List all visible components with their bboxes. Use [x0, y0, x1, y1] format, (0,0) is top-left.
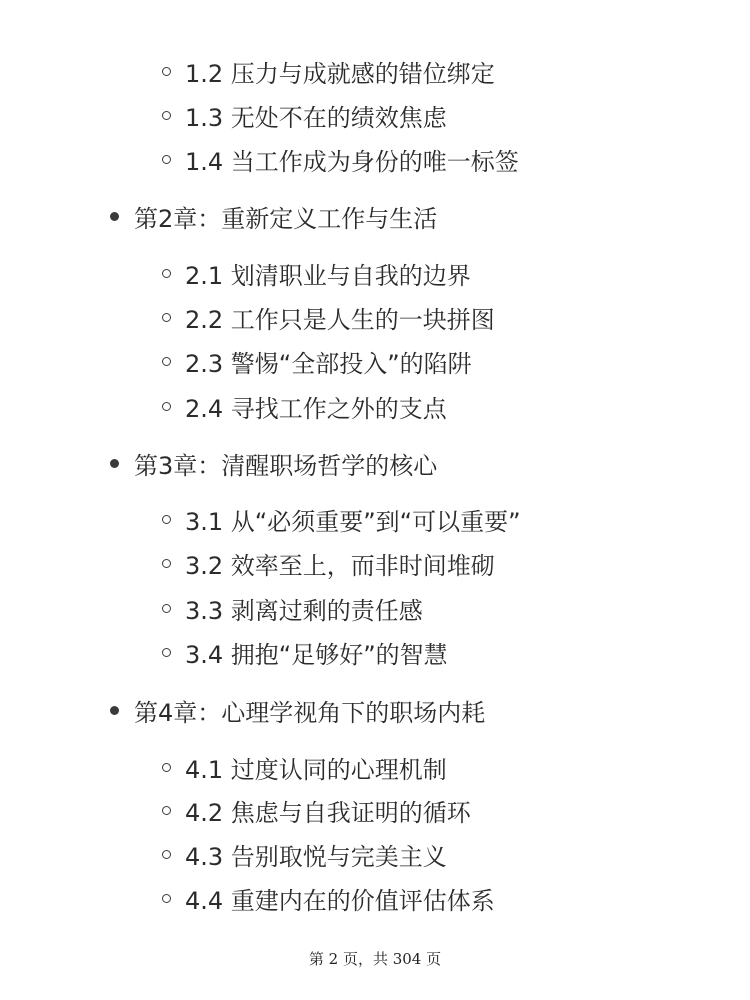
toc-chapter-2[interactable] [110, 196, 437, 236]
filled-bullet-icon [110, 706, 119, 715]
toc-item-label: 1.2 压力与成就感的错位绑定 [185, 59, 495, 88]
toc-item-3-3[interactable] [162, 588, 423, 628]
toc-item-3-1[interactable] [162, 499, 521, 539]
toc-item-4-4[interactable] [162, 878, 495, 918]
hollow-bullet-icon [162, 67, 171, 76]
hollow-bullet-icon [162, 763, 171, 772]
toc-item-4-1[interactable] [162, 747, 447, 787]
toc-item-label: 1.4 当工作成为身份的唯一标签 [185, 147, 519, 176]
toc-item-4-2[interactable] [162, 790, 471, 830]
toc-item-3-4[interactable] [162, 632, 448, 672]
toc-item-2-3[interactable] [162, 341, 472, 381]
toc-item-label: 2.3 警惕“全部投入”的陷阱 [185, 349, 472, 378]
hollow-bullet-icon [162, 806, 171, 815]
toc-item-2-1[interactable] [162, 253, 471, 293]
hollow-bullet-icon [162, 648, 171, 657]
hollow-bullet-icon [162, 269, 171, 278]
chapter-title: 第2章：重新定义工作与生活 [134, 204, 438, 233]
toc-item-2-2[interactable] [162, 297, 495, 337]
toc-item-label: 4.2 焦虑与自我证明的循环 [185, 798, 471, 827]
page-number-label: 第 2 页，共 304 页 [308, 950, 442, 968]
toc-item-label: 3.3 剥离过剩的责任感 [185, 596, 423, 625]
toc-item-4-3[interactable] [162, 834, 447, 874]
toc-item-label: 4.4 重建内在的价值评估体系 [185, 886, 495, 915]
chapter-title: 第4章：心理学视角下的职场内耗 [134, 698, 486, 727]
chapter-title: 第3章：清醒职场哲学的核心 [134, 451, 438, 480]
toc-item-1-2[interactable] [162, 51, 495, 91]
toc-item-label: 3.2 效率至上，而非时间堆砌 [185, 551, 495, 580]
toc-item-label: 2.4 寻找工作之外的支点 [185, 394, 447, 423]
toc-item-label: 2.2 工作只是人生的一块拼图 [185, 305, 495, 334]
toc-item-label: 3.4 拥抱“足够好”的智慧 [185, 640, 448, 669]
filled-bullet-icon [110, 212, 119, 221]
filled-bullet-icon [110, 459, 119, 468]
hollow-bullet-icon [162, 515, 171, 524]
hollow-bullet-icon [162, 850, 171, 859]
hollow-bullet-icon [162, 894, 171, 903]
toc-item-2-4[interactable] [162, 386, 447, 426]
toc-item-label: 4.3 告别取悦与完美主义 [185, 842, 447, 871]
hollow-bullet-icon [162, 402, 171, 411]
hollow-bullet-icon [162, 559, 171, 568]
toc-item-label: 4.1 过度认同的心理机制 [185, 755, 447, 784]
toc-item-1-4[interactable] [162, 139, 519, 179]
toc-item-label: 1.3 无处不在的绩效焦虑 [185, 103, 447, 132]
toc-chapter-4[interactable] [110, 690, 485, 730]
toc-chapter-3[interactable] [110, 443, 437, 483]
toc-item-label: 2.1 划清职业与自我的边界 [185, 261, 471, 290]
hollow-bullet-icon [162, 357, 171, 366]
hollow-bullet-icon [162, 111, 171, 120]
toc-item-label: 3.1 从“必须重要”到“可以重要” [185, 507, 521, 536]
page-footer [0, 948, 750, 969]
hollow-bullet-icon [162, 604, 171, 613]
hollow-bullet-icon [162, 155, 171, 164]
hollow-bullet-icon [162, 313, 171, 322]
toc-item-1-3[interactable] [162, 95, 447, 135]
toc-item-3-2[interactable] [162, 543, 495, 583]
